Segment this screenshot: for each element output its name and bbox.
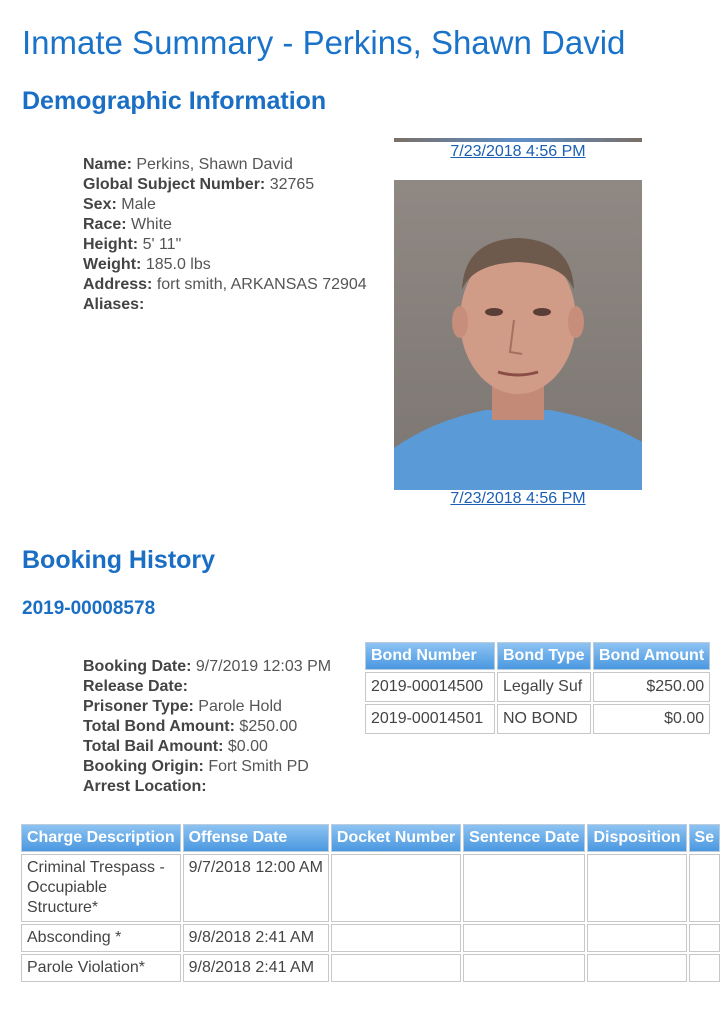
field-arrest-location: Arrest Location: [83, 778, 207, 795]
column-header-disposition[interactable]: Disposition [587, 824, 686, 852]
mugshot-photo[interactable] [394, 180, 642, 490]
photo-caption-link-2[interactable]: 7/23/2018 4:56 PM [450, 490, 586, 507]
se-cell [689, 924, 720, 952]
bond-number-cell: 2019-00014500 [365, 672, 495, 702]
field-global-subject-number: Global Subject Number: 32765 [83, 176, 315, 193]
column-header-sentence-date[interactable]: Sentence Date [463, 824, 585, 852]
se-cell [689, 854, 720, 922]
column-header-docket-number[interactable]: Docket Number [331, 824, 461, 852]
bond-type-cell: NO BOND [497, 704, 591, 734]
sentence-date-cell [463, 924, 585, 952]
charge-table [19, 822, 720, 984]
charge-table-header-row [21, 824, 720, 852]
column-header-bond-type[interactable]: Bond Type [497, 642, 591, 670]
column-header-bond-amount[interactable]: Bond Amount [593, 642, 710, 670]
disposition-cell [587, 854, 686, 922]
docket-number-cell [331, 954, 461, 982]
field-aliases: Aliases: [83, 296, 145, 313]
se-cell [689, 954, 720, 982]
table-row [365, 704, 710, 734]
field-height: Height: 5' 11" [83, 236, 182, 253]
docket-number-cell [331, 854, 461, 922]
bond-type-cell: Legally Suf [497, 672, 591, 702]
sentence-date-cell [463, 954, 585, 982]
photo-caption-link-1[interactable]: 7/23/2018 4:56 PM [450, 143, 586, 160]
column-header-offense-date[interactable]: Offense Date [183, 824, 329, 852]
field-total-bail-amount: Total Bail Amount: $0.00 [83, 738, 268, 755]
field-weight: Weight: 185.0 lbs [83, 256, 211, 273]
booking-details-list [83, 657, 331, 797]
docket-number-cell [331, 924, 461, 952]
offense-date-cell: 9/8/2018 2:41 AM [183, 924, 329, 952]
photo-thumbnail-cropped[interactable] [394, 138, 642, 142]
sentence-date-cell [463, 854, 585, 922]
mugshot-image [394, 180, 642, 490]
page-title: Inmate Summary - Perkins, Shawn David [22, 24, 626, 61]
offense-date-cell: 9/8/2018 2:41 AM [183, 954, 329, 982]
disposition-cell [587, 954, 686, 982]
field-release-date: Release Date: [83, 678, 188, 695]
booking-id-heading: 2019-00008578 [22, 598, 156, 619]
bond-table [363, 640, 712, 736]
booking-history-heading: Booking History [22, 546, 216, 574]
charge-description-cell: Absconding * [21, 924, 181, 952]
charge-description-cell: Criminal Trespass - Occupiable Structure* [21, 854, 181, 922]
bond-amount-cell: $0.00 [593, 704, 710, 734]
disposition-cell [587, 924, 686, 952]
field-prisoner-type: Prisoner Type: Parole Hold [83, 698, 282, 715]
column-header-bond-number[interactable]: Bond Number [365, 642, 495, 670]
charge-description-cell: Parole Violation* [21, 954, 181, 982]
field-total-bond-amount: Total Bond Amount: $250.00 [83, 718, 298, 735]
offense-date-cell: 9/7/2018 12:00 AM [183, 854, 329, 922]
bond-table-header-row [365, 642, 710, 670]
column-header-charge-description[interactable]: Charge Description [21, 824, 181, 852]
field-booking-origin: Booking Origin: Fort Smith PD [83, 758, 309, 775]
table-row [21, 954, 720, 982]
bond-amount-cell: $250.00 [593, 672, 710, 702]
field-sex: Sex: Male [83, 196, 156, 213]
table-row [21, 854, 720, 922]
demographics-list [83, 155, 367, 315]
demographics-heading: Demographic Information [22, 87, 327, 115]
table-row [365, 672, 710, 702]
column-header-se[interactable]: Se [689, 824, 720, 852]
table-row [21, 924, 720, 952]
field-race: Race: White [83, 216, 172, 233]
field-booking-date: Booking Date: 9/7/2019 12:03 PM [83, 658, 332, 675]
field-address: Address: fort smith, ARKANSAS 72904 [83, 276, 367, 293]
field-name: Name: Perkins, Shawn David [83, 156, 293, 173]
bond-number-cell: 2019-00014501 [365, 704, 495, 734]
